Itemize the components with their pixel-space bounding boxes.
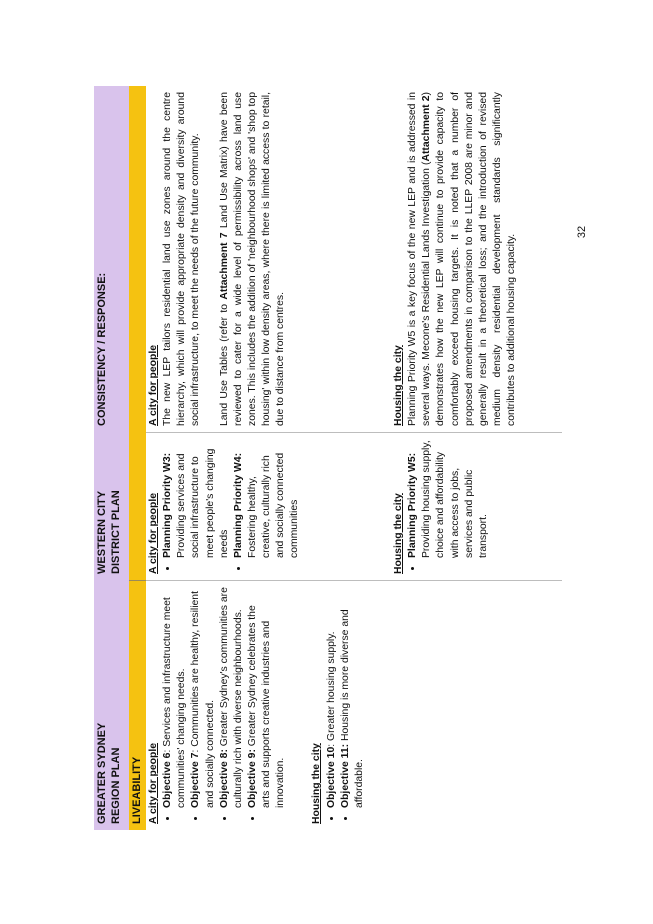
list-item: • Planning Priority W3: Providing services and social infrastructure to meet people's changing needs	[161, 439, 232, 558]
response-column	[146, 86, 562, 432]
list-item: • Objective 10: Greater housing supply.	[325, 587, 339, 808]
page-number: 32	[576, 225, 589, 239]
list-item: • Objective 8: Greater Sydney's communities are culturally rich with diverse neighbourhoods.	[218, 587, 246, 808]
list-item: • Objective 11: Housing is more diverse and affordable.	[339, 587, 367, 808]
header-district-plan: WESTERN CITY DISTRICT PLAN	[96, 490, 123, 574]
region-housing-list	[325, 587, 367, 824]
list-item: • Objective 9: Greater Sydney celebrates the arts and supports creative industries and innovation.	[246, 587, 288, 808]
liveability-band	[129, 86, 146, 830]
band-label: LIVEABILITY	[129, 580, 146, 830]
header-consistency-response: CONSISTENCY / RESPONSE:	[96, 272, 108, 426]
section-heading-people: A city for people	[148, 344, 159, 426]
region-plan-column	[146, 580, 562, 830]
list-item: • Objective 6: Services and infrastructure meet communities' changing needs.	[161, 587, 189, 808]
response-paragraph: Land Use Tables (refer to Attachment 7 Land Use Matrix) have been reviewed to cater for a wide level of permissibility across land use zones. This includes the addition of 'neighbourhood shops' and 'shop top housing' within low density areas, where there is limited access to retail, due to distance from centres.	[218, 92, 287, 426]
section-heading-housing: Housing the city	[393, 493, 404, 574]
list-item: • Planning Priority W4: Fostering healthy, creative, culturally rich and socially connected communities	[232, 439, 303, 558]
district-housing-list	[406, 439, 491, 574]
response-paragraph: Planning Priority W5 is a key focus of the new LEP and is addressed in several ways. Mecone's Residential Lands Investigation (Attachment 2) demonstrates how the new LEP will continue to provide capacity to comfortably exceed housing targets. It is noted that a number of proposed amendments in comparison to the LLEP 2008 are minor and generally result in a theoretical loss; and the introduction of revised medium density residential development standards significantly contributes to additional housing capacity.	[407, 92, 518, 426]
list-item: • Planning Priority W5: Providing housing supply, choice and affordability with access to jobs, services and public transport.	[406, 439, 491, 558]
district-people-list	[161, 439, 302, 574]
region-people-list	[161, 587, 288, 824]
header-region-plan: GREATER SYDNEY REGION PLAN	[96, 722, 123, 824]
list-item: • Objective 7: Communities are healthy, resilient and socially connected.	[189, 587, 217, 808]
section-heading-housing: Housing the city	[393, 345, 404, 426]
district-plan-column	[146, 432, 562, 580]
table-header	[94, 86, 129, 830]
section-heading-housing: Housing the city	[311, 743, 323, 824]
section-heading-people: A city for people	[148, 742, 159, 824]
rotated-page-content	[94, 86, 562, 830]
table-body	[146, 86, 562, 830]
section-heading-people: A city for people	[148, 492, 159, 574]
response-paragraph: The new LEP tailors residential land use zones around the centre hierarchy, which will provide appropriate density and diversity around social infrastructure, to meet the needs of the future community.	[162, 92, 202, 426]
